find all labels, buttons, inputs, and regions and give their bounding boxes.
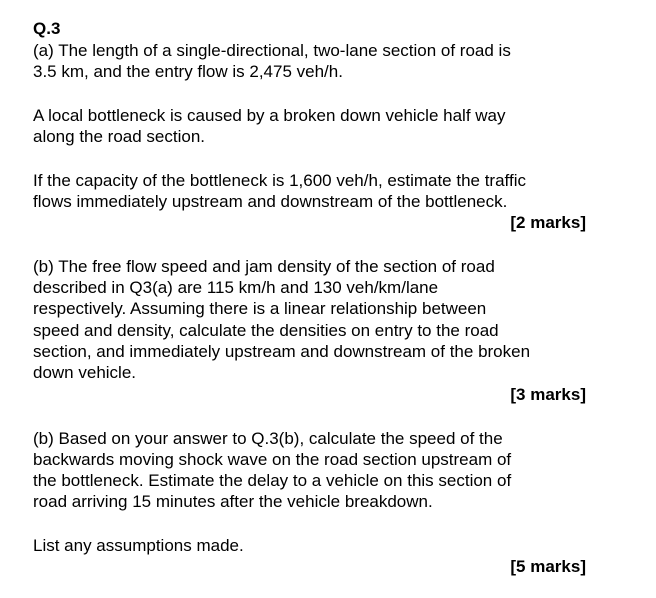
- part-b-line-4: speed and density, calculate the densities on entry to the road: [33, 321, 499, 340]
- part-a-line-6: flows immediately upstream and downstream of the bottleneck.: [33, 192, 508, 211]
- part-b-line-5: section, and immediately upstream and downstream of the broken: [33, 342, 531, 361]
- part-a-line-3: A local bottleneck is caused by a broken down vehicle half way: [33, 106, 506, 125]
- part-b-marks: [3 marks]: [510, 385, 586, 404]
- part-b-line-3: respectively. Assuming there is a linear relationship between: [33, 299, 487, 318]
- part-c-line-4: road arriving 15 minutes after the vehicle breakdown.: [33, 492, 433, 511]
- part-a-line-2: 3.5 km, and the entry flow is 2,475 veh/h.: [33, 62, 343, 81]
- part-b-line-1: (b) The free flow speed and jam density of the section of road: [33, 257, 495, 276]
- part-a-line-1: (a) The length of a single-directional, two-lane section of road is: [33, 41, 511, 60]
- part-b-line-6: down vehicle.: [33, 363, 137, 382]
- assumptions-line: List any assumptions made.: [33, 536, 244, 555]
- part-c-line-3: the bottleneck. Estimate the delay to a vehicle on this section of: [33, 471, 512, 490]
- part-a-line-4: along the road section.: [33, 127, 206, 146]
- part-b-line-2: described in Q3(a) are 115 km/h and 130 veh/km/lane: [33, 278, 439, 297]
- part-a-marks: [2 marks]: [510, 213, 586, 232]
- part-c-line-2: backwards moving shock wave on the road section upstream of: [33, 450, 512, 469]
- part-a-line-5: If the capacity of the bottleneck is 1,600 veh/h, estimate the traffic: [33, 171, 526, 190]
- part-c-marks: [5 marks]: [510, 557, 586, 576]
- question-title: Q.3: [33, 19, 61, 38]
- part-c-line-1: (b) Based on your answer to Q.3(b), calculate the speed of the: [33, 429, 503, 448]
